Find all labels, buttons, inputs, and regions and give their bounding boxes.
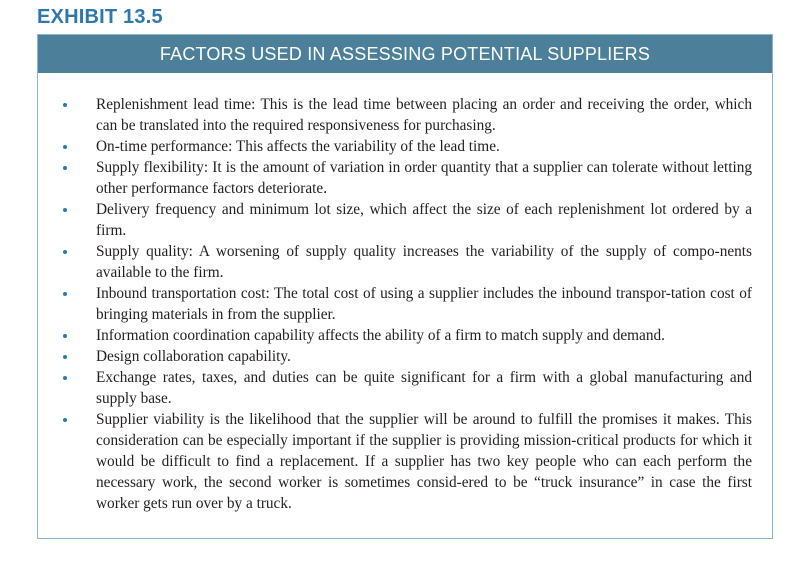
bullet-text: Exchange rates, taxes, and duties can be quite significant for a firm with a global manufacturing and supply base. [96, 369, 752, 407]
bullet-text: Supply flexibility: It is the amount of variation in order quantity that a supplier can tolerate without letting other performance factors deteriorate. [96, 159, 752, 197]
bullet-item [38, 199, 772, 241]
bullet-text: On-time performance: This affects the variability of the lead time. [96, 138, 500, 155]
bullet-icon [63, 376, 67, 380]
exhibit-box [37, 34, 773, 539]
bullet-text: Inbound transportation cost: The total cost of using a supplier includes the inbound transpor-tation cost of bringing materials in from the supplier. [96, 285, 752, 323]
bullet-item [38, 325, 772, 346]
bullet-text: Supply quality: A worsening of supply quality increases the variability of the supply of compo-nents available to the firm. [96, 243, 752, 281]
bullet-item [38, 241, 772, 283]
bullet-item [38, 367, 772, 409]
bullet-item [38, 283, 772, 325]
bullet-icon [63, 250, 67, 254]
bullet-text: Replenishment lead time: This is the lead time between placing an order and receiving the order, which can be translated into the required responsiveness for purchasing. [96, 96, 752, 134]
bullet-list [38, 94, 772, 514]
exhibit-label: EXHIBIT 13.5 [37, 6, 163, 28]
bullet-text: Delivery frequency and minimum lot size, which affect the size of each replenishment lot ordered by a firm. [96, 201, 752, 239]
bullet-item [38, 157, 772, 199]
bullet-text: Supplier viability is the likelihood that the supplier will be around to fulfill the promises it makes. This consideration can be especially important if the supplier is providing mission-critical products for which it would be difficult to find a replacement. If a supplier has two key people who can each perform the necessary work, the second worker is sometimes consid-ered to be “truck insurance” in case the first worker gets run over by a truck. [96, 411, 752, 512]
bullet-item [38, 136, 772, 157]
bullet-icon [63, 103, 67, 107]
bullet-icon [63, 208, 67, 212]
bullet-item [38, 409, 772, 514]
box-title: FACTORS USED IN ASSESSING POTENTIAL SUPPLIERS [38, 35, 772, 73]
bullet-text: Information coordination capability affects the ability of a firm to match supply and demand. [96, 327, 665, 344]
bullet-icon [63, 292, 67, 296]
bullet-icon [63, 145, 67, 149]
bullet-icon [63, 334, 67, 338]
bullet-item [38, 346, 772, 367]
bullet-icon [63, 418, 67, 422]
bullet-icon [63, 166, 67, 170]
bullet-text: Design collaboration capability. [96, 348, 291, 365]
bullet-icon [63, 355, 67, 359]
bullet-item [38, 94, 772, 136]
